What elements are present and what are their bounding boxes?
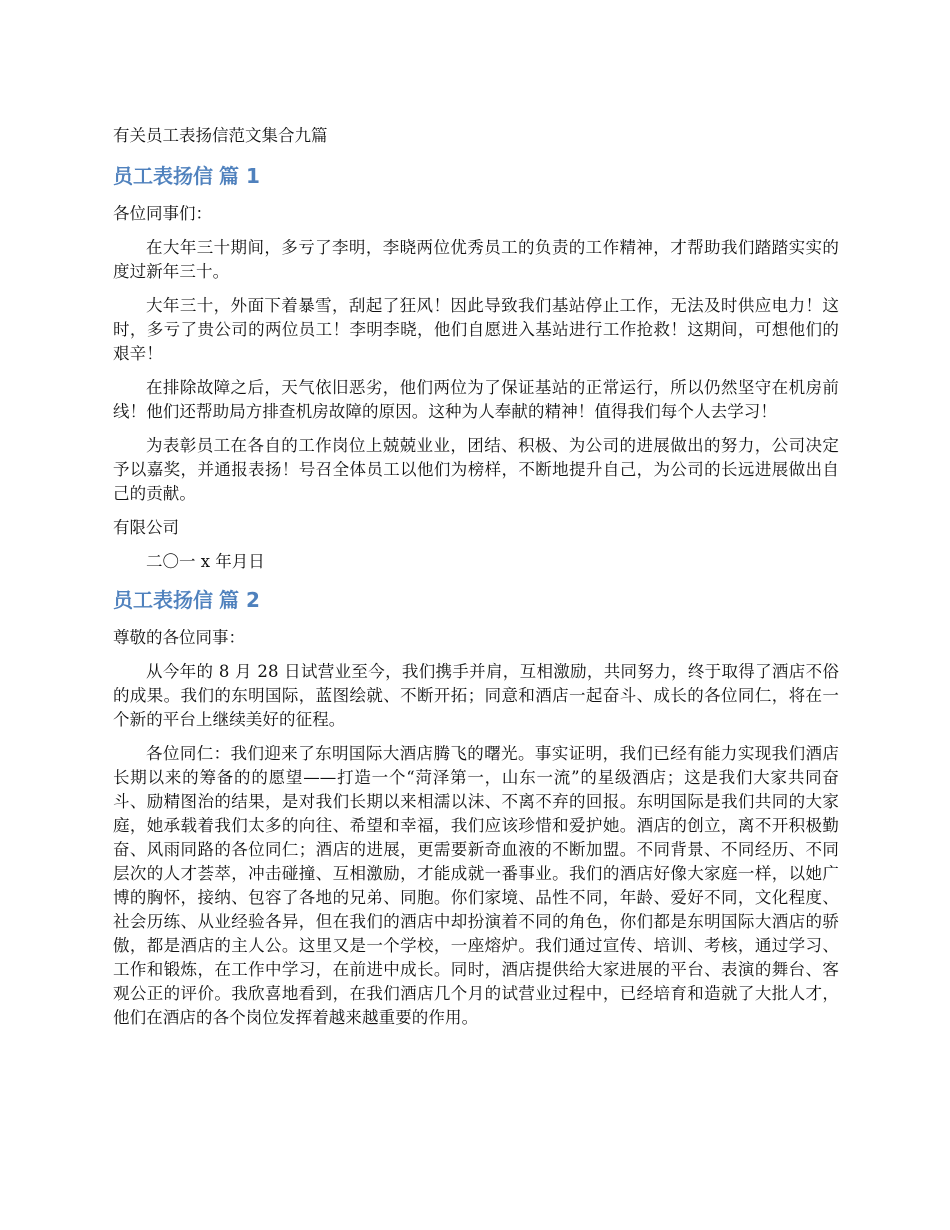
body-paragraph: 在大年三十期间，多亏了李明，李晓两位优秀员工的负责的工作精神，才帮助我们踏踏实实的度过新年三十。 bbox=[113, 238, 839, 281]
document-title: 有关员工表扬信范文集合九篇 bbox=[113, 126, 328, 145]
section-heading-text: 员工表扬信 bbox=[113, 164, 213, 188]
salutation: 各位同事们： bbox=[113, 204, 212, 223]
section-heading bbox=[113, 162, 839, 190]
section-number: 篇 2 bbox=[219, 588, 260, 612]
body-paragraph: 大年三十，外面下着暴雪，刮起了狂风！因此导致我们基站停止工作，无法及时供应电力！这时，多亏了贵公司的两位员工！李明李晓，他们自愿进入基站进行工作抢救！这期间，可想他们的艰辛！ bbox=[113, 296, 839, 363]
signoff-company: 有限公司 bbox=[113, 518, 179, 537]
section-heading bbox=[113, 586, 839, 614]
body-paragraph: 为表彰员工在各自的工作岗位上兢兢业业，团结、积极、为公司的进展做出的努力，公司决定予以嘉奖，并通报表扬！号召全体员工以他们为榜样，不断地提升自己，为公司的长远进展做出自己的贡献。 bbox=[113, 436, 839, 503]
section-number: 篇 1 bbox=[219, 164, 260, 188]
document-page bbox=[113, 124, 839, 1040]
signoff-date: 二〇一 x 年月日 bbox=[146, 552, 265, 571]
body-paragraph: 在排除故障之后，天气依旧恶劣，他们两位为了保证基站的正常运行，所以仍然坚守在机房前线！他们还帮助局方排查机房故障的原因。这种为人奉献的精神！值得我们每个人去学习！ bbox=[113, 378, 839, 421]
section-2 bbox=[113, 586, 839, 1030]
salutation: 尊敬的各位同事： bbox=[113, 628, 245, 647]
body-paragraph: 各位同仁：我们迎来了东明国际大酒店腾飞的曙光。事实证明，我们已经有能力实现我们酒店长期以来的筹备的的愿望——打造一个“菏泽第一，山东一流”的星级酒店；这是我们大家共同奋斗、励精图治的结果，是对我们长期以来相濡以沫、不离不弃的回报。东明国际是我们共同的大家庭，她承载着我们太多的向往、希望和幸福，我们应该珍惜和爱护她。酒店的创立，离不开积极勤奋、风雨同路的各位同仁；酒店的进展，更需要新奇血液的不断加盟。不同背景、不同经历、不同层次的人才荟萃，冲击碰撞、互相激励，才能成就一番事业。我们的酒店好像大家庭一样，以她广博的胸怀，接纳、包容了各地的兄弟、同胞。你们家境、品性不同，年龄、爱好不同，文化程度、社会历练、从业经验各异，但在我们的酒店中却扮演着不同的角色，你们都是东明国际大酒店的骄傲，都是酒店的主人公。这里又是一个学校，一座熔炉。我们通过宣传、培训、考核，通过学习、工作和锻炼，在工作中学习，在前进中成长。同时，酒店提供给大家进展的平台、表演的舞台、客观公正的评价。我欣喜地看到，在我们酒店几个月的试营业过程中，已经培育和造就了大批人才，他们在酒店的各个岗位发挥着越来越重要的作用。 bbox=[113, 744, 839, 1027]
section-heading-text: 员工表扬信 bbox=[113, 588, 213, 612]
body-paragraph: 从今年的 8 月 28 日试营业至今，我们携手并肩，互相激励，共同努力，终于取得了酒店不俗的成果。我们的东明国际，蓝图绘就、不断开拓；同意和酒店一起奋斗、成长的各位同仁，将在一个新的平台上继续美好的征程。 bbox=[113, 662, 839, 729]
section-1 bbox=[113, 162, 839, 574]
